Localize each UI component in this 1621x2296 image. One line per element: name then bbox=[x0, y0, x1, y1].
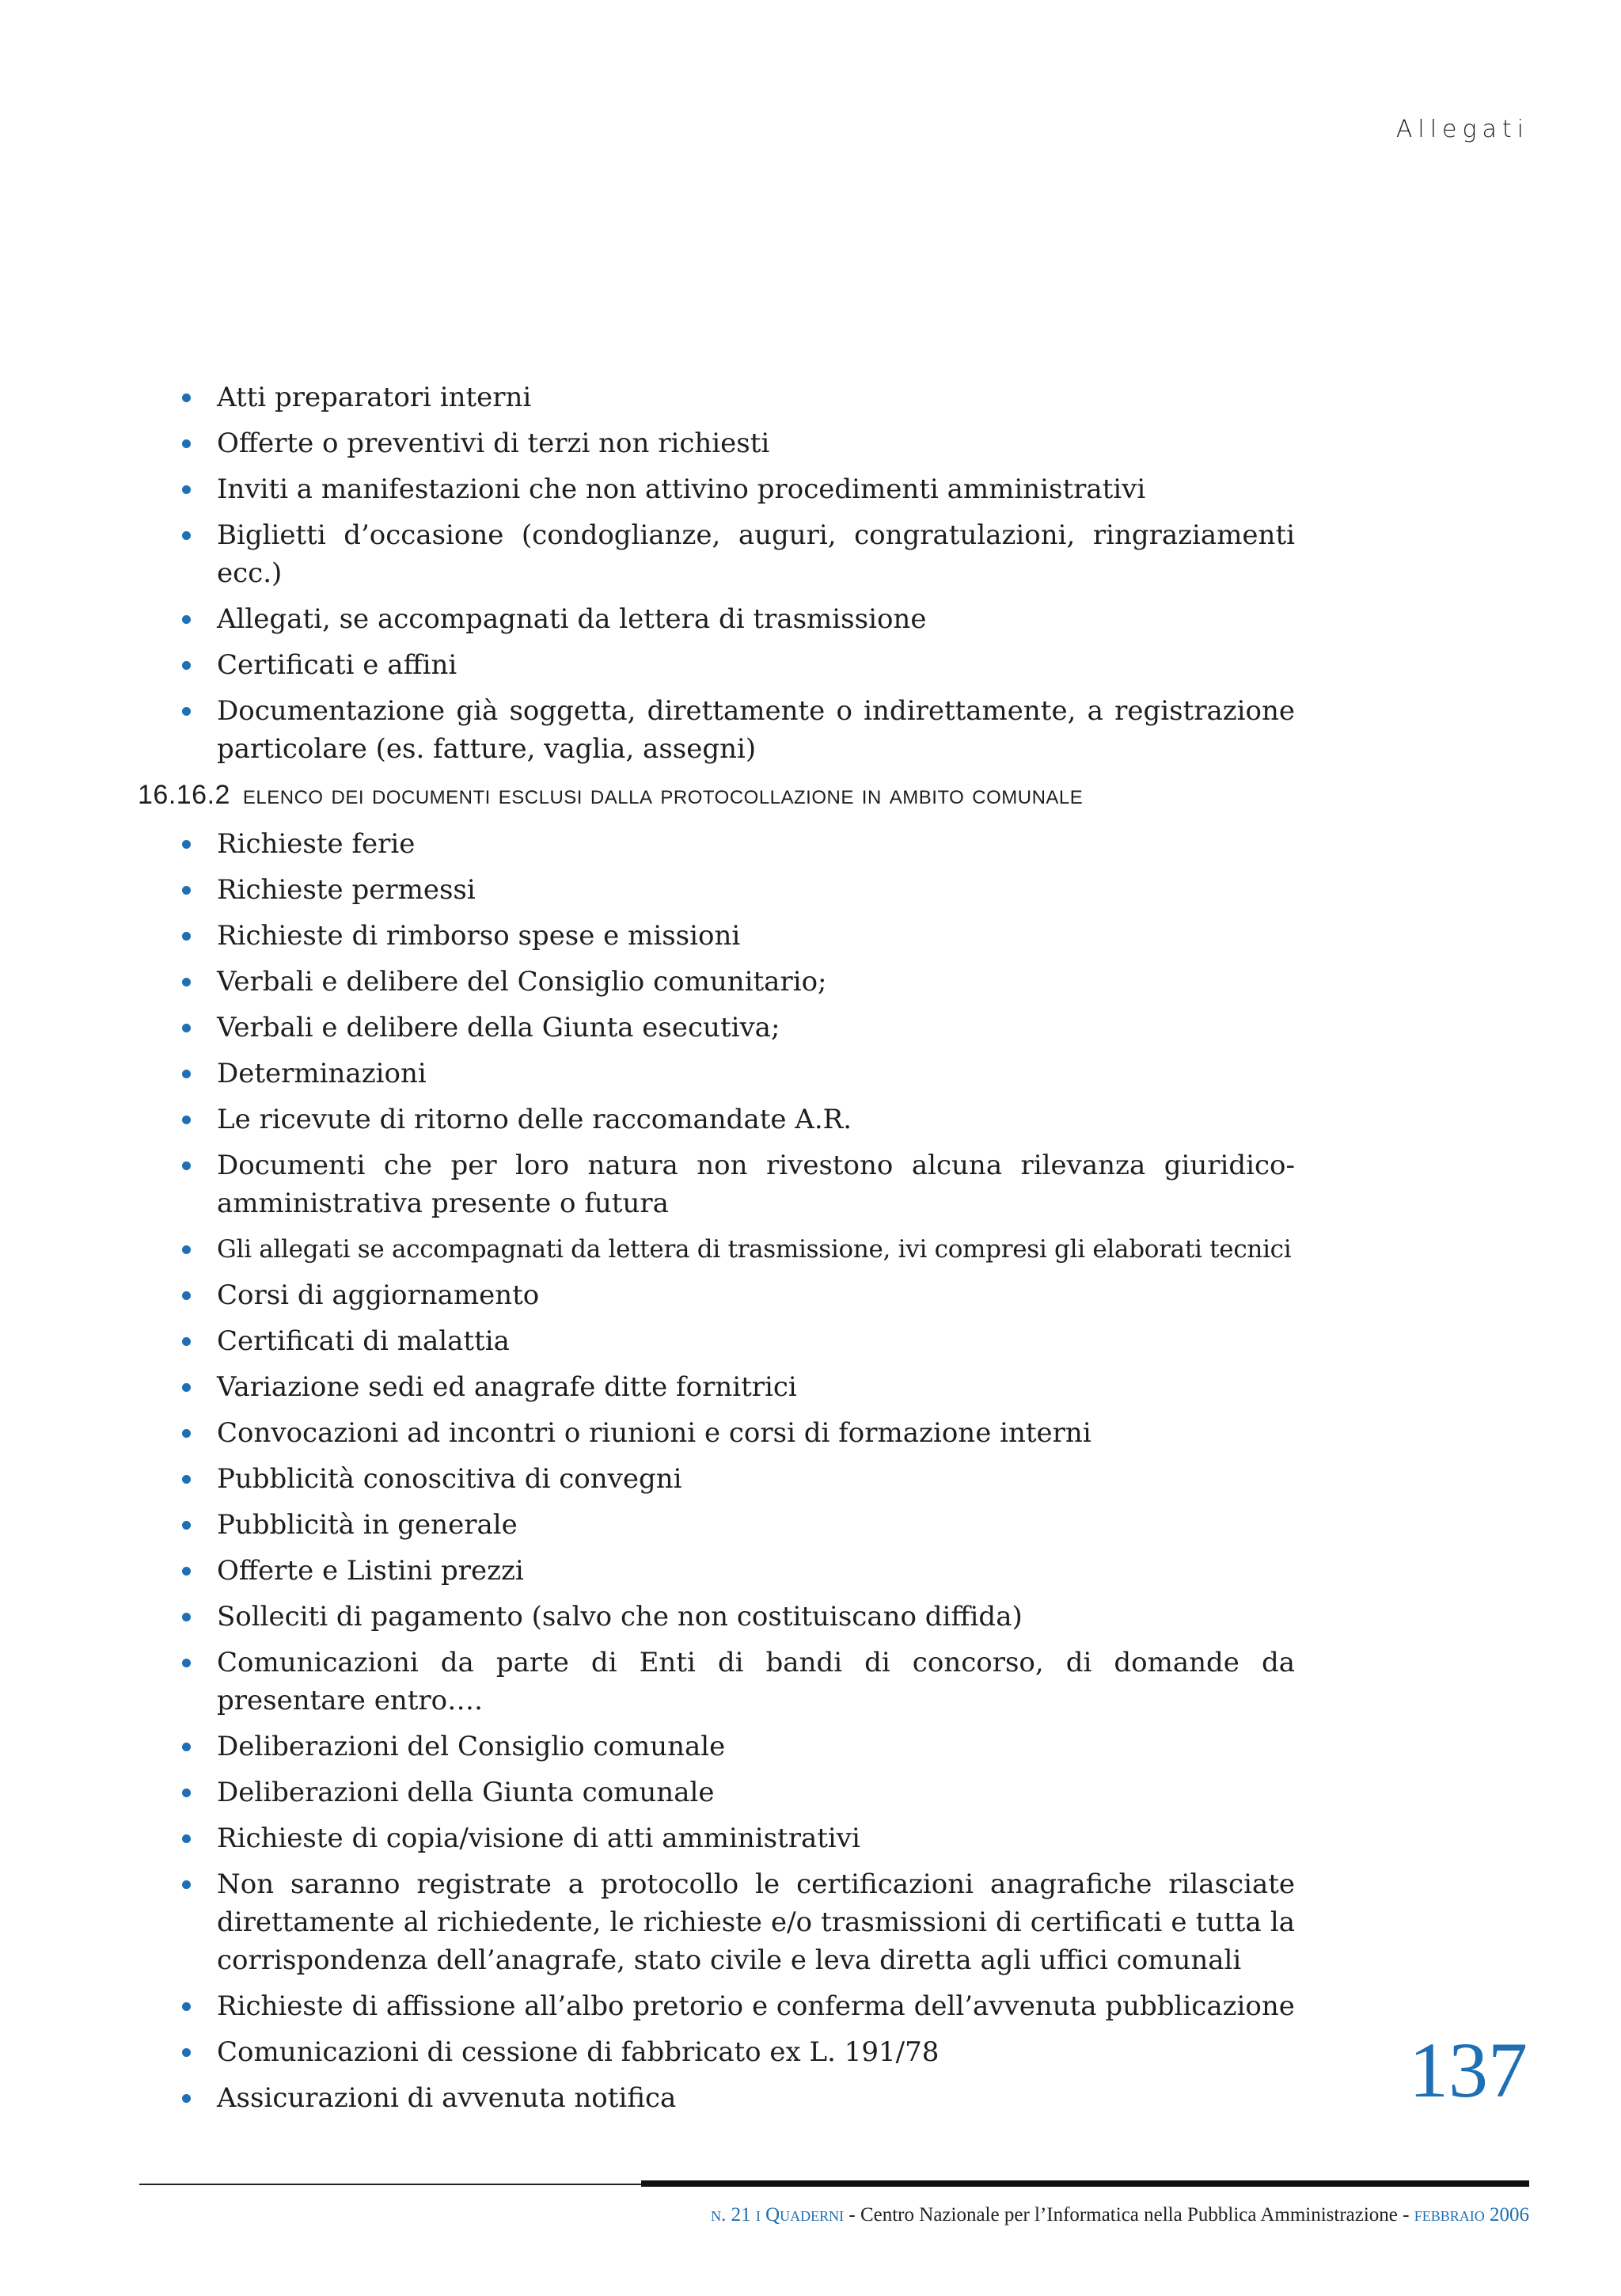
footer-issue: n. 21 i Quaderni bbox=[711, 2204, 845, 2226]
bullet-icon bbox=[182, 840, 191, 849]
bullet-icon bbox=[182, 2002, 191, 2011]
bullet-icon bbox=[182, 1743, 191, 1751]
bullet-icon bbox=[182, 439, 191, 448]
bullet-icon bbox=[182, 615, 191, 624]
list-item: Atti preparatori interni bbox=[177, 378, 1295, 416]
bullet-icon bbox=[182, 485, 191, 494]
list-one bbox=[177, 378, 1295, 768]
bullet-icon bbox=[182, 1291, 191, 1300]
list-item: Richieste ferie bbox=[177, 825, 1295, 863]
list-item: Offerte o preventivi di terzi non richiesti bbox=[177, 424, 1295, 462]
bullet-icon bbox=[182, 2048, 191, 2057]
bullet-icon bbox=[182, 1429, 191, 1438]
bullet-icon bbox=[182, 1567, 191, 1576]
list-item: Le ricevute di ritorno delle raccomandate A.R. bbox=[177, 1100, 1295, 1138]
list-two bbox=[177, 825, 1295, 2117]
running-head: Allegati bbox=[1395, 116, 1529, 143]
bullet-icon bbox=[182, 531, 191, 540]
bullet-icon bbox=[182, 707, 191, 716]
bullet-icon bbox=[182, 1659, 191, 1667]
bullet-icon bbox=[182, 1789, 191, 1797]
footer bbox=[711, 2204, 1529, 2226]
list-item: Assicurazioni di avvenuta notifica bbox=[177, 2079, 1295, 2117]
list-item: Comunicazioni da parte di Enti di bandi di concorso, di domande da presentare entro…. bbox=[177, 1644, 1295, 1720]
list-item: Deliberazioni del Consiglio comunale bbox=[177, 1728, 1295, 1766]
bullet-icon bbox=[182, 2094, 191, 2103]
list-item: Variazione sedi ed anagrafe ditte fornitrici bbox=[177, 1368, 1295, 1406]
bullet-icon bbox=[182, 886, 191, 895]
list-item: Richieste permessi bbox=[177, 871, 1295, 909]
section-number: 16.16.2 bbox=[138, 780, 230, 810]
list-item: Inviti a manifestazioni che non attivino procedimenti amministrativi bbox=[177, 470, 1295, 508]
footer-rule bbox=[139, 2184, 1529, 2185]
list-item: Certificati e affini bbox=[177, 646, 1295, 684]
list-item: Biglietti d’occasione (condoglianze, auguri, congratulazioni, ringraziamenti ecc.) bbox=[177, 516, 1295, 592]
bullet-icon bbox=[182, 1475, 191, 1484]
bullet-icon bbox=[182, 1383, 191, 1392]
bullet-icon bbox=[182, 1521, 191, 1530]
list-item: Corsi di aggiornamento bbox=[177, 1276, 1295, 1314]
bullet-icon bbox=[182, 978, 191, 986]
footer-separator: - bbox=[1397, 2204, 1414, 2226]
bullet-icon bbox=[182, 1834, 191, 1843]
list-item: Allegati, se accompagnati da lettera di trasmissione bbox=[177, 600, 1295, 638]
list-item: Certificati di malattia bbox=[177, 1322, 1295, 1360]
list-item: Richieste di copia/visione di atti amministrativi bbox=[177, 1819, 1295, 1857]
footer-separator: - bbox=[844, 2204, 860, 2226]
page-number: 137 bbox=[1409, 2026, 1528, 2114]
list-item: Gli allegati se accompagnati da lettera di trasmissione, ivi compresi gli elaborati tecnici bbox=[177, 1230, 1295, 1268]
list-item: Richieste di rimborso spese e missioni bbox=[177, 917, 1295, 955]
list-item: Comunicazioni di cessione di fabbricato ex L. 191/78 bbox=[177, 2033, 1295, 2071]
bullet-icon bbox=[182, 1613, 191, 1621]
bullet-icon bbox=[182, 1070, 191, 1078]
list-item: Deliberazioni della Giunta comunale bbox=[177, 1773, 1295, 1811]
bullet-icon bbox=[182, 1161, 191, 1170]
bullet-icon bbox=[182, 1245, 191, 1254]
list-item: Verbali e delibere del Consiglio comunitario; bbox=[177, 963, 1295, 1001]
list-item: Convocazioni ad incontri o riunioni e corsi di formazione interni bbox=[177, 1414, 1295, 1452]
section-title: elenco dei documenti esclusi dalla protocollazione in ambito comunale bbox=[242, 780, 1084, 810]
bullet-icon bbox=[182, 661, 191, 670]
footer-date: febbraio 2006 bbox=[1414, 2204, 1529, 2226]
list-item: Documentazione già soggetta, direttamente o indirettamente, a registrazione particolare (es. fatture, vaglia, assegni) bbox=[177, 692, 1295, 768]
list-item: Non saranno registrate a protocollo le certificazioni anagrafiche rilasciate direttamente al richiedente, le richieste e/o trasmissioni di certificati e tutta la corrispondenza dell’anagrafe, stato civile e leva diretta agli uffici comunali bbox=[177, 1865, 1295, 1979]
page-content bbox=[138, 378, 1295, 2125]
footer-rule-thick bbox=[641, 2180, 1529, 2187]
footer-publisher: Centro Nazionale per l’Informatica nella Pubblica Amministrazione bbox=[860, 2204, 1398, 2226]
bullet-icon bbox=[182, 932, 191, 941]
list-item: Richieste di affissione all’albo pretorio e conferma dell’avvenuta pubblicazione bbox=[177, 1987, 1295, 2025]
bullet-icon bbox=[182, 1880, 191, 1889]
bullet-icon bbox=[182, 1337, 191, 1346]
bullet-icon bbox=[182, 393, 191, 402]
section-heading bbox=[138, 776, 1295, 814]
list-item: Offerte e Listini prezzi bbox=[177, 1552, 1295, 1590]
bullet-icon bbox=[182, 1024, 191, 1032]
list-item: Verbali e delibere della Giunta esecutiva; bbox=[177, 1009, 1295, 1047]
list-item: Determinazioni bbox=[177, 1055, 1295, 1093]
bullet-icon bbox=[182, 1116, 191, 1124]
list-item: Solleciti di pagamento (salvo che non costituiscano diffida) bbox=[177, 1598, 1295, 1636]
list-item: Pubblicità conoscitiva di convegni bbox=[177, 1460, 1295, 1498]
list-item: Pubblicità in generale bbox=[177, 1506, 1295, 1544]
list-item: Documenti che per loro natura non rivestono alcuna rilevanza giuridico-amministrativa presente o futura bbox=[177, 1146, 1295, 1222]
